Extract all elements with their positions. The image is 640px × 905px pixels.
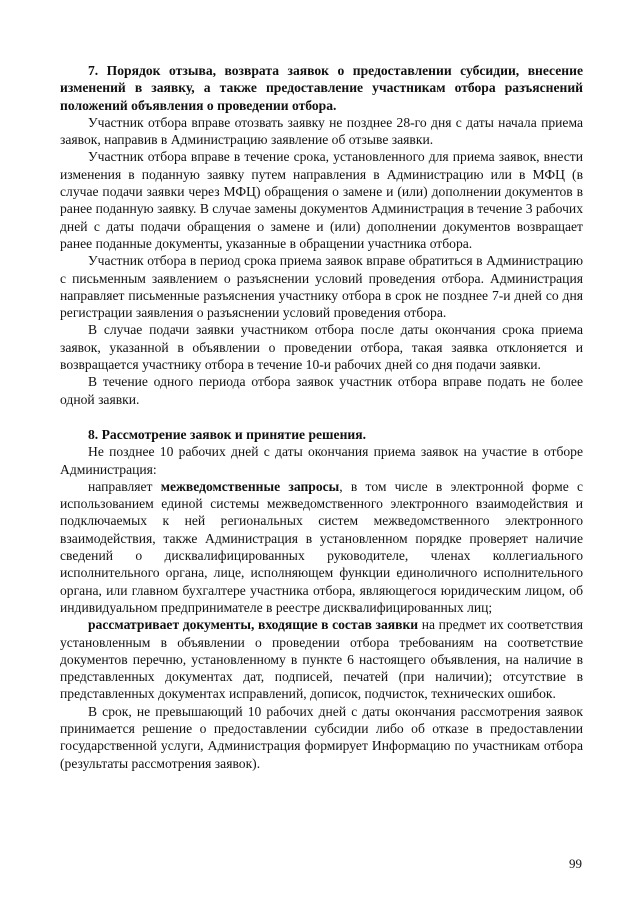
item-requests-bold: межведомственные запросы — [160, 478, 340, 494]
item-review-rest: на предмет их соответствия установленным в объявлении о проведении отбора требованиям на соответствие документов перечню, установленному в пункте 6 настоящего объявления, на наличие в представленных документах дат, подписей, печатей (при наличии); отсутствие в представленных документах исправлений, дописок, подчисток, технических ошибок. — [60, 617, 583, 702]
item-requests-lead: направляет — [88, 478, 161, 494]
section-8-closing: В срок, не превышающий 10 рабочих дней с даты окончания рассмотрения заявок принимается решение о предоставлении субсидии либо об отказе в предоставлении государственной услуги, Администрация формирует Информацию по участникам отбора (результаты рассмотрения заявок). — [60, 703, 583, 771]
section-7-paragraph-3: Участник отбора в период срока приема заявок вправе обратиться в Администрацию с письменным заявлением о разъяснении условий проведения отбора. Администрация направляет письменные разъяснения участнику отбора в срок не позднее 7-и дней со дня регистрации заявления о разъяснении условий проведения отбора. — [60, 253, 583, 321]
item-review-bold: рассматривает документы, входящие в состав заявки — [88, 617, 419, 633]
item-requests-rest: , в том числе в электронной форме с использованием единой системы межведомственного электронного взаимодействия и подключаемых к ней региональных систем межведомственного электронного взаимодействия, также Администрация в установленном порядке проверяет наличие сведений о дисквалифицированных руководителе, членах коллегиального исполнительного органа, лице, исполняющем функции единоличного исполнительного органа, или главном бухгалтере участника отбора, являющегося юридическим лицом, об индивидуальном предпринимателе в реестре дисквалифицированных лиц; — [60, 478, 583, 615]
section-8-item-review — [60, 616, 583, 702]
section-8-item-requests — [60, 478, 583, 616]
section-8-intro: Не позднее 10 рабочих дней с даты окончания приема заявок на участие в отборе Администрация: — [60, 444, 583, 477]
section-7-heading: 7. Порядок отзыва, возврата заявок о предоставлении субсидии, внесение изменений в заявку, а также предоставление участникам отбора разъяснений положений объявления о проведении отбора. — [60, 63, 583, 113]
section-7-paragraph-1: Участник отбора вправе отозвать заявку не позднее 28-го дня с даты начала приема заявок, направив в Администрацию заявление об отзыве заявки. — [60, 114, 583, 148]
section-7-paragraph-4: В случае подачи заявки участником отбора после даты окончания срока приема заявок, указанной в объявлении о проведении отбора, такая заявка отклоняется и возвращается участнику отбора в течение 10-и рабочих дней со дня подачи заявки. — [60, 322, 583, 373]
section-7-paragraph-2: Участник отбора вправе в течение срока, установленного для приема заявок, внести изменения в поданную заявку путем направления в Администрацию или в МФЦ (в случае подачи заявки через МФЦ) обращения о замене и (или) дополнении документов в ранее поданную заявку. В случае замены документов Администрация в течение 3 рабочих дней с даты подачи обращения о замене и (или) дополнении документов возвращает ранее поданные документы, указанные в обращении участника отбора. — [60, 149, 584, 251]
page-number: 99 — [569, 856, 582, 871]
section-7-paragraph-5: В течение одного периода отбора заявок участник отбора вправе подать не более одной заявки. — [60, 374, 583, 407]
section-8-heading: 8. Рассмотрение заявок и принятие решения. — [88, 426, 366, 442]
